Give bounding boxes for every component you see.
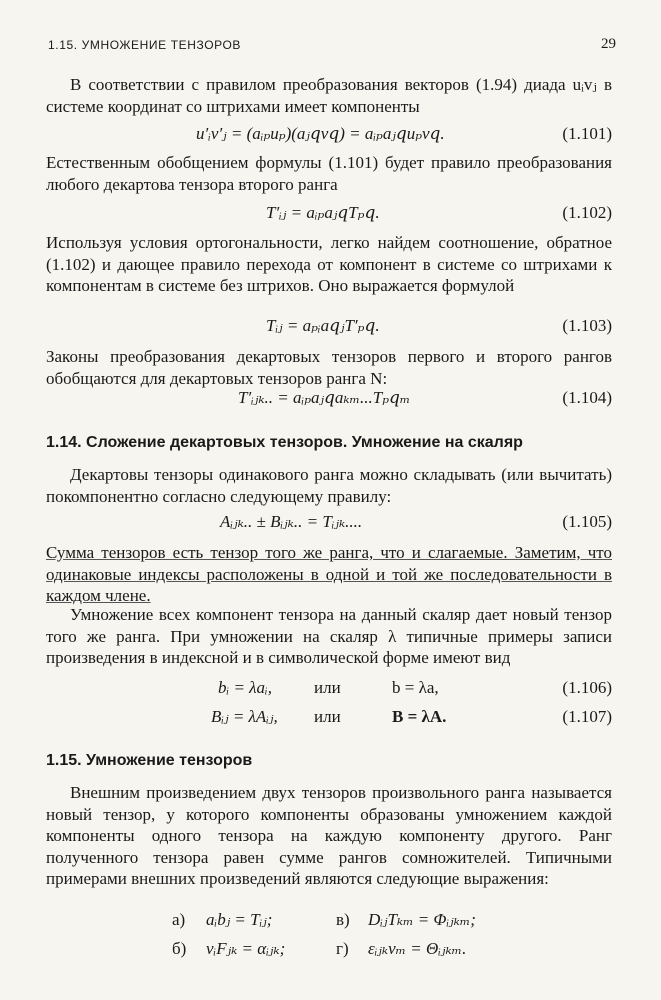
examples-row-1 <box>46 910 612 934</box>
example-a-expression: aᵢbⱼ = Tᵢⱼ; <box>206 910 273 929</box>
paragraph-orthogonality-text: Используя условия ортогональности, легко найдем соотношение, обратное (1.102) и дающее правило перехода от компонент в системе со штрихами к компонентам в системе без штрихов. Оно выражается формулой <box>46 233 612 295</box>
equation-1-102-formula: T′ᵢⱼ = aᵢₚaⱼ𝑞Tₚ𝑞. <box>266 203 380 222</box>
paragraph-outer-product-text: Внешним произведением двух тензоров произвольного ранга называется новый тензор, у которого компоненты образованы умножением каждой компоненты одного тензора на каждую компоненту другого. Ранг полученного тензора равен сумме рангов сомножителей. Типичными примерами внешних произведений являются следующие выражения: <box>46 783 612 888</box>
paragraph-dyad <box>46 74 612 117</box>
equation-1-102-number: (1.102) <box>562 203 612 222</box>
equation-1-107 <box>46 707 612 731</box>
equation-1-107-or: или <box>314 707 341 726</box>
equation-1-106-index: bᵢ = λaᵢ, <box>218 678 272 697</box>
equation-1-105 <box>46 512 612 536</box>
example-g-label: г) <box>336 939 349 958</box>
page-number: 29 <box>601 36 616 52</box>
paragraph-dyad-text: В соответствии с правилом преобразования векторов (1.94) диада uᵢvⱼ в системе координат со штрихами имеет компоненты <box>46 75 612 116</box>
equation-1-102 <box>46 203 612 227</box>
example-g-expression: εᵢⱼₖvₘ = Θᵢⱼₖₘ. <box>368 939 467 958</box>
equation-1-106-symbolic: b = λa, <box>392 678 439 697</box>
equation-1-107-number: (1.107) <box>562 707 612 726</box>
equation-1-101 <box>46 124 612 148</box>
equation-1-106-number: (1.106) <box>562 678 612 697</box>
examples-row-2 <box>46 939 612 963</box>
equation-1-106-or: или <box>314 678 341 697</box>
paragraph-generalization <box>46 152 612 195</box>
paragraph-outer-product <box>46 782 612 890</box>
running-header <box>48 38 616 58</box>
paragraph-addition-text: Декартовы тензоры одинакового ранга можно складывать (или вычитать) покомпонентно согласно следующему правилу: <box>46 465 612 506</box>
paragraph-generalization-text: Естественным обобщением формулы (1.101) будет правило преобразования любого декартова тензора второго ранга <box>46 153 612 194</box>
paragraph-scalar <box>46 604 612 669</box>
paragraph-transformation-laws-text: Законы преобразования декартовых тензоров первого и второго рангов обобщаются для декартовых тензоров ранга N: <box>46 347 612 388</box>
paragraph-orthogonality <box>46 232 612 297</box>
example-v-expression: DᵢⱼTₖₘ = Φᵢⱼₖₘ; <box>368 910 476 929</box>
equation-1-101-formula: u′ᵢv′ⱼ = (aᵢₚuₚ)(aⱼ𝑞v𝑞) = aᵢₚaⱼ𝑞uₚv𝑞. <box>196 124 445 143</box>
equation-1-104-number: (1.104) <box>562 388 612 407</box>
paragraph-addition <box>46 464 612 507</box>
equation-1-103-formula: Tᵢⱼ = aₚᵢa𝑞ⱼT′ₚ𝑞. <box>266 316 380 335</box>
equation-1-106 <box>46 678 612 702</box>
equation-1-103 <box>46 316 612 340</box>
paragraph-sum-text: Сумма тензоров есть тензор того же ранга, что и слагаемые. Заметим, что одинаковые индексы расположены в одной и той же последовательности в каждом члене. <box>46 543 612 605</box>
example-b-label: б) <box>172 939 187 958</box>
equation-1-104-formula: T′ᵢⱼₖ.. = aᵢₚaⱼ𝑞aₖₘ...Tₚ𝑞ₘ <box>238 388 411 407</box>
equation-1-105-number: (1.105) <box>562 512 612 531</box>
running-header-title: 1.15. УМНОЖЕНИЕ ТЕНЗОРОВ <box>48 38 242 52</box>
paragraph-transformation-laws <box>46 346 612 389</box>
equation-1-101-number: (1.101) <box>562 124 612 143</box>
example-b-expression: vᵢFⱼₖ = αᵢⱼₖ; <box>206 939 286 958</box>
section-heading-1-15: 1.15. Умножение тензоров <box>46 752 253 769</box>
paragraph-sum <box>46 542 612 607</box>
equation-1-105-formula: Aᵢⱼₖ.. ± Bᵢⱼₖ.. = Tᵢⱼₖ.... <box>220 512 363 531</box>
equation-1-103-number: (1.103) <box>562 316 612 335</box>
example-a-label: а) <box>172 910 186 929</box>
equation-1-107-symbolic: B = λA. <box>392 707 447 726</box>
section-heading-1-14: 1.14. Сложение декартовых тензоров. Умножение на скаляр <box>46 434 523 451</box>
equation-1-104 <box>46 388 612 412</box>
equation-1-107-index: Bᵢⱼ = λAᵢⱼ, <box>211 707 278 726</box>
example-v-label: в) <box>336 910 350 929</box>
paragraph-scalar-text: Умножение всех компонент тензора на данный скаляр дает новый тензор того же ранга. При умножении на скаляр λ типичные примеры записи произведения в индексной и в символической форме имеют вид <box>46 605 612 667</box>
